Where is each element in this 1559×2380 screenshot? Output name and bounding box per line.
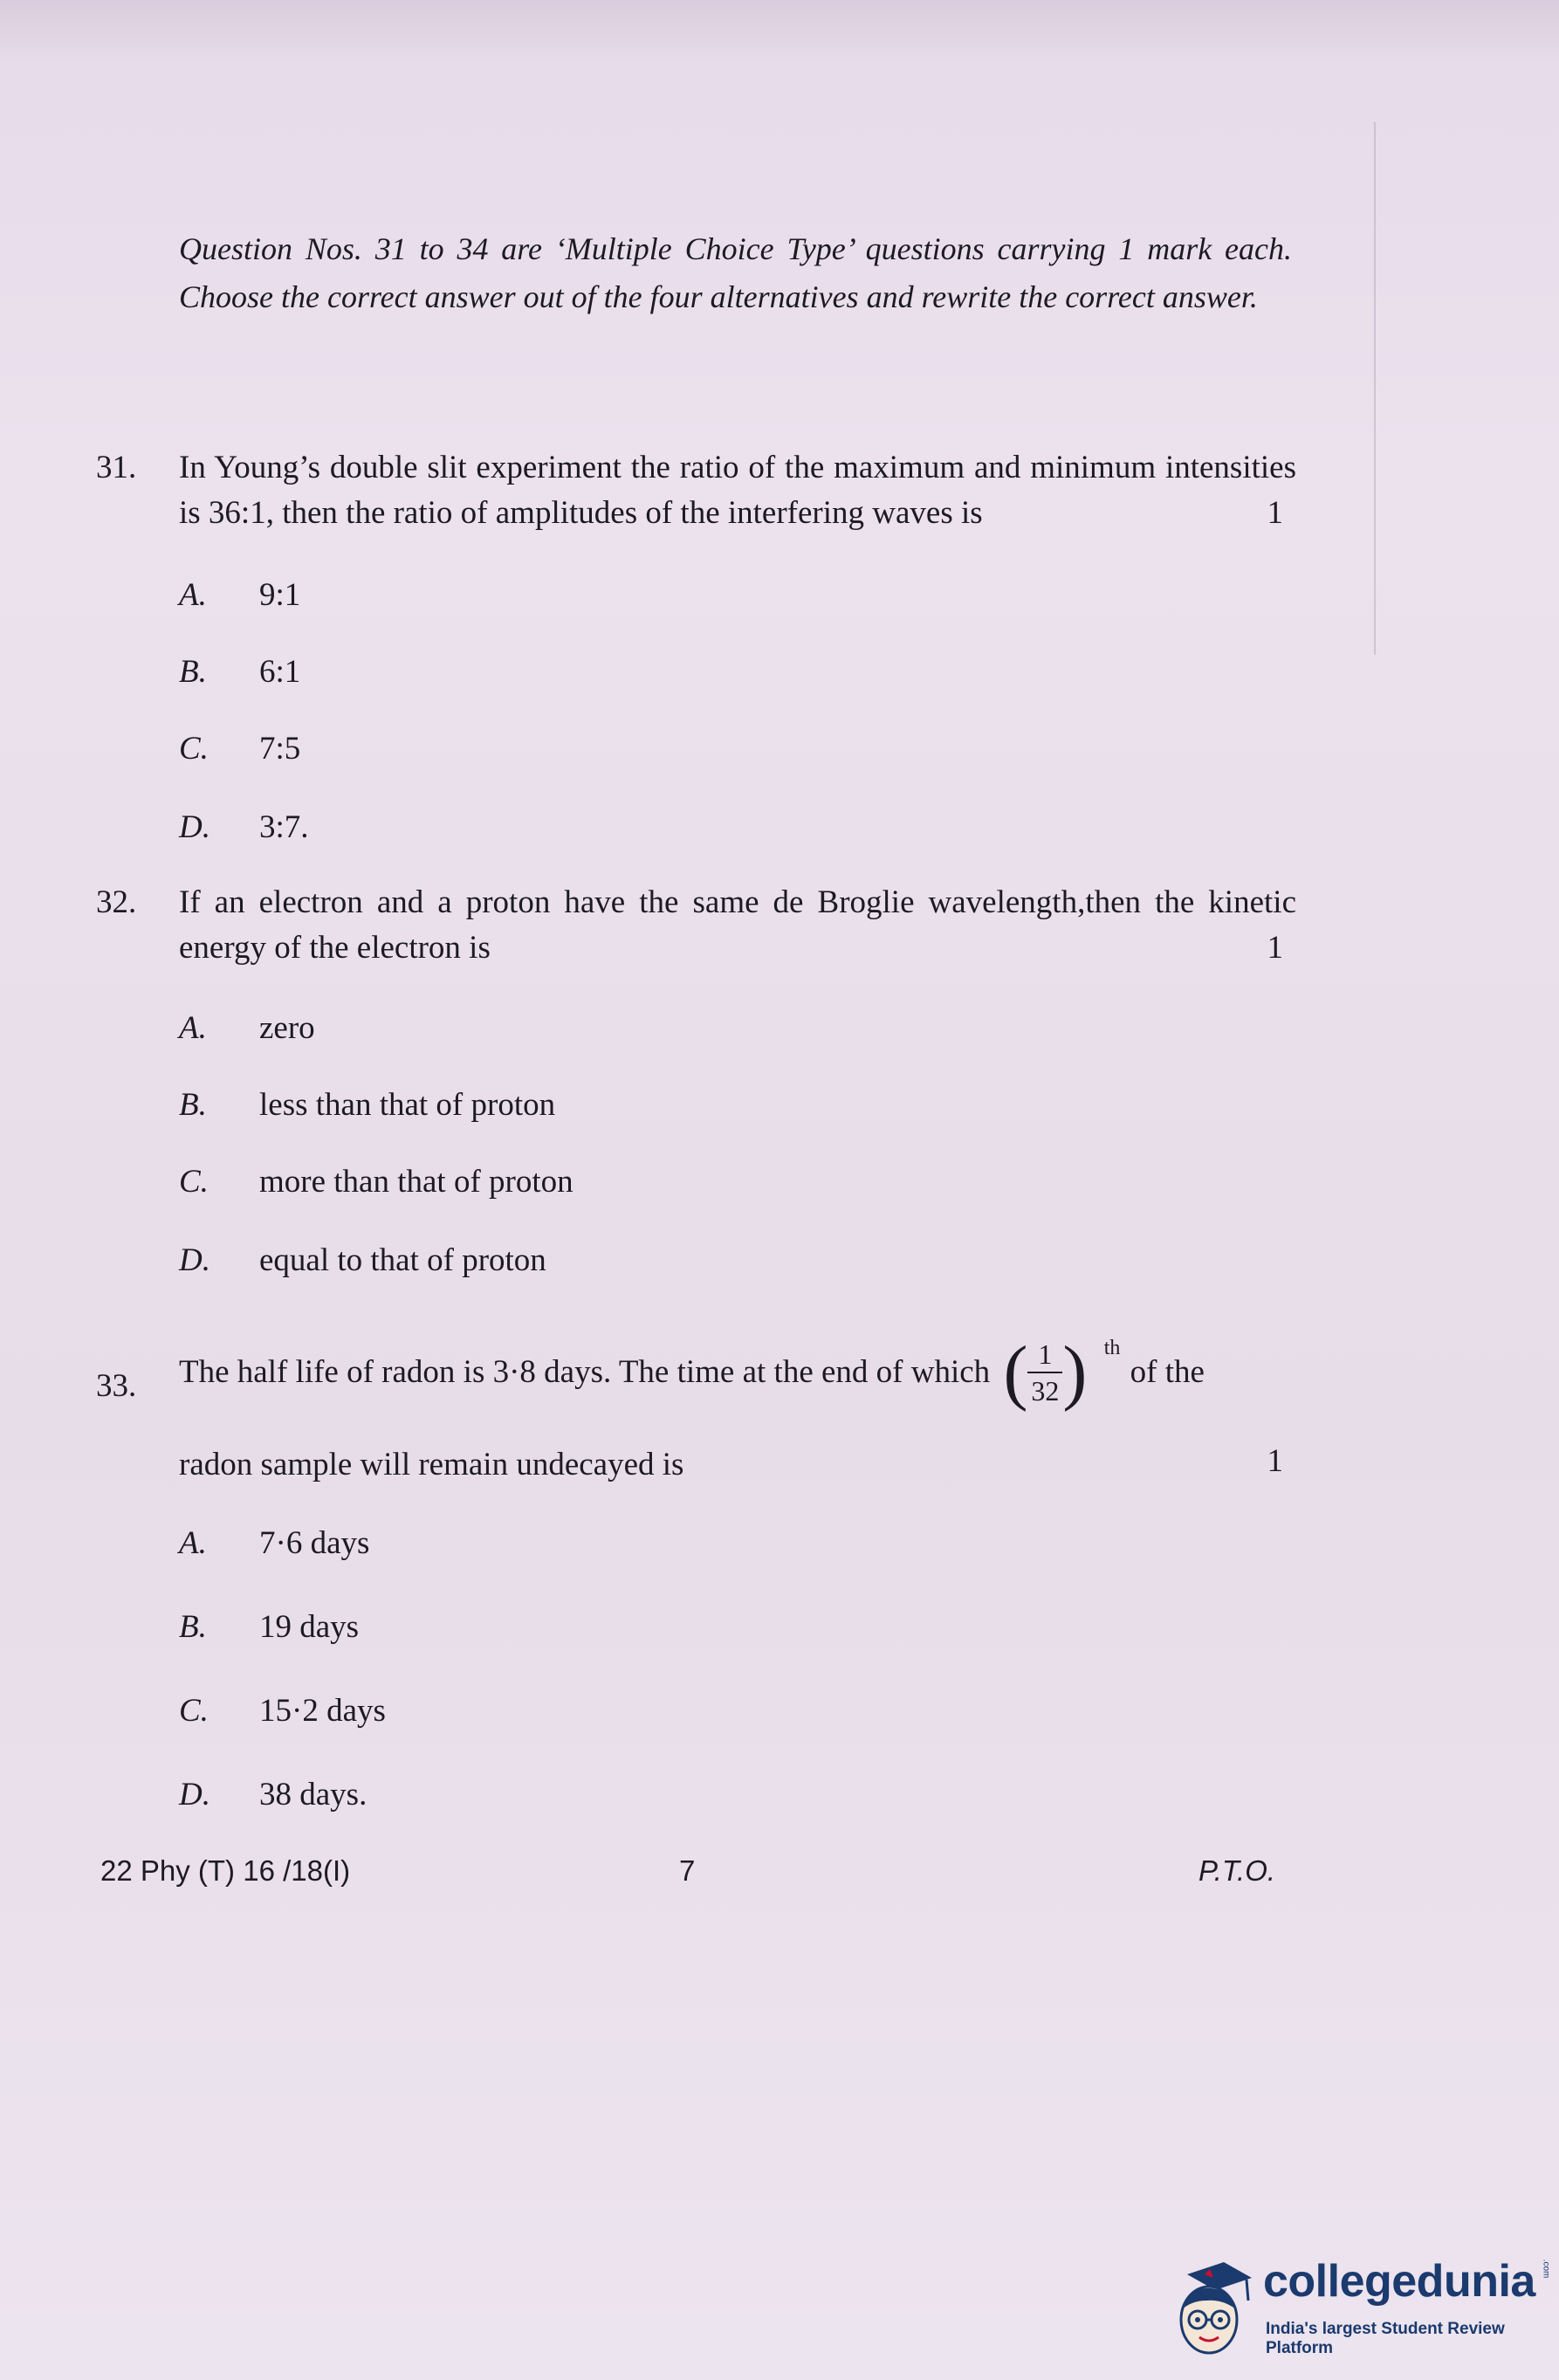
option-32-a: A. zero [179, 1010, 315, 1046]
option-33-b: B. 19 days [179, 1609, 360, 1645]
brand-name: collegedunia [1263, 2256, 1535, 2307]
fold-line [1374, 122, 1376, 655]
option-32-b: B. less than that of proton [179, 1087, 556, 1123]
fraction-one-over-32: ( $\frac{1}{32}$ ) th [1003, 1336, 1087, 1409]
question-mark: 1 [1267, 1443, 1283, 1479]
question-text: If an electron and a proton have the same de Broglie wavelength,then the kinetic energy of the electron is [179, 884, 1296, 966]
scan-shadow [0, 0, 1559, 61]
question-mark: 1 [1267, 930, 1283, 966]
fraction-superscript: th [1103, 1337, 1121, 1359]
option-31-c: C. 7:5 [179, 731, 301, 767]
option-33-c: C. 15·2 days [179, 1693, 386, 1729]
pto-label: P.T.O. [1198, 1854, 1276, 1887]
question-number: 31. [96, 450, 137, 485]
question-number: 33. [96, 1368, 137, 1404]
section-instructions: Question Nos. 31 to 34 are ‘Multiple Choice Type’ questions carrying 1 mark each. Choose the correct answer out of the four alternatives and rewrite the correct answer. [179, 231, 1292, 314]
question-text-line2: radon sample will remain undecayed is [179, 1447, 684, 1482]
question-33 [96, 1331, 1301, 1493]
question-mark: 1 [1267, 495, 1283, 531]
collegedunia-logo [1161, 2248, 1554, 2370]
student-mascot-icon [1161, 2248, 1257, 2370]
question-text: In Young’s double slit experiment the ratio of the maximum and minimum intensities is 36:1, then the ratio of amplitudes of the interfering waves is [179, 450, 1296, 531]
paper-code: 22 Phy (T) 16 /18(I) [100, 1854, 351, 1887]
brand-suffix: .com [1541, 2259, 1551, 2279]
option-33-a: A. 7·6 days [179, 1525, 370, 1561]
question-text: The half life of radon is 3·8 days. The time at the end of which ( $\frac{1}{32}$ ) th of the [179, 1336, 1296, 1409]
brand-tagline: India's largest Student Review Platform [1266, 2320, 1505, 2357]
option-31-d: D. 3:7. [179, 809, 309, 845]
option-32-d: D. equal to that of proton [179, 1242, 546, 1278]
option-31-a: A. 9:1 [179, 577, 301, 613]
question-31 [96, 445, 1301, 541]
question-number: 32. [96, 884, 137, 920]
page-number: 7 [679, 1854, 696, 1887]
option-31-b: B. 6:1 [179, 654, 301, 690]
question-32 [96, 880, 1301, 976]
option-33-d: D. 38 days. [179, 1777, 367, 1813]
option-32-c: C. more than that of proton [179, 1164, 573, 1200]
